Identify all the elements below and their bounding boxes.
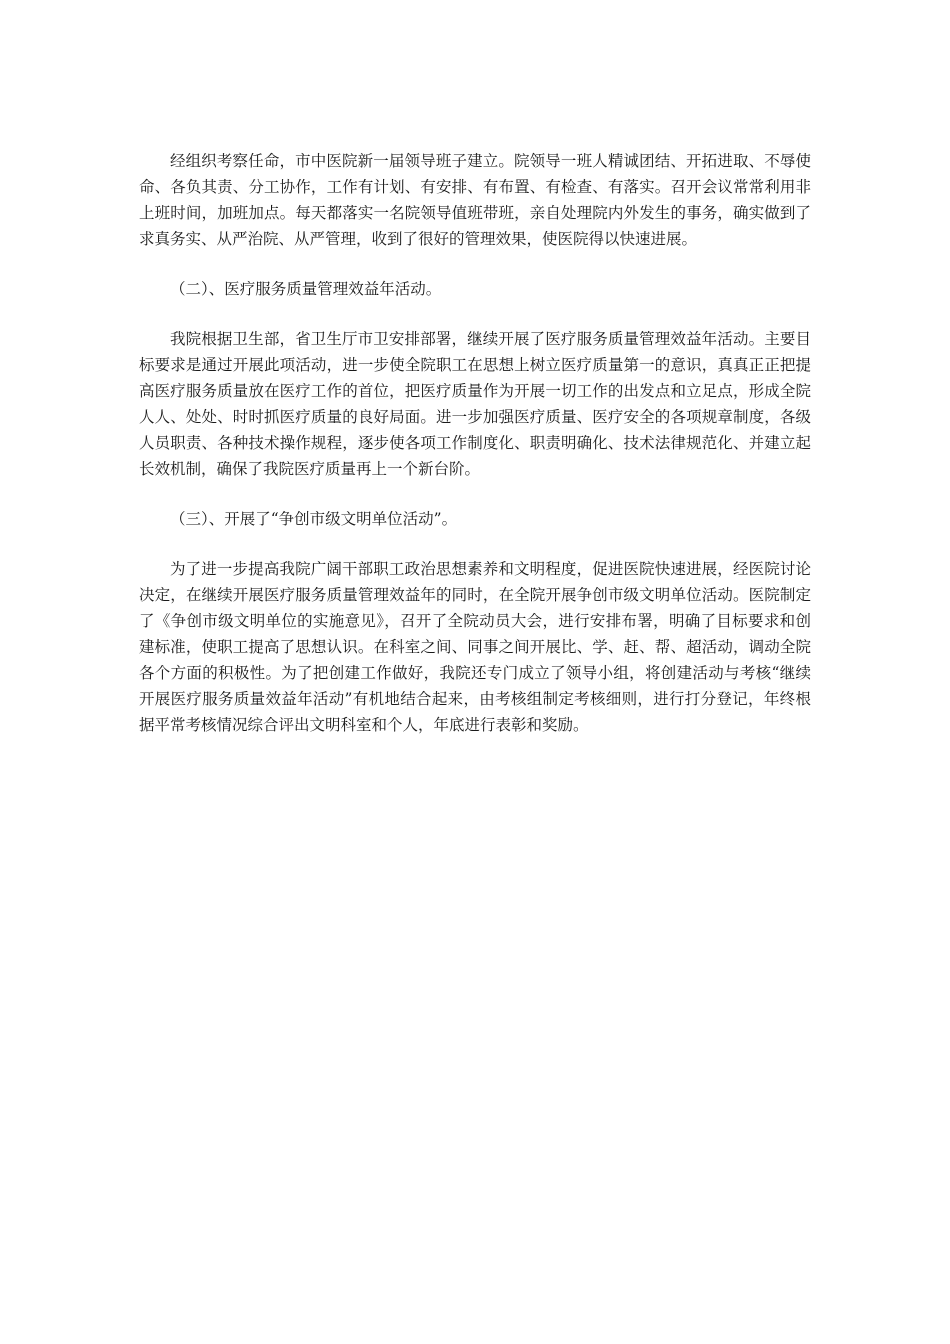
section-heading-2: （二）、医疗服务质量管理效益年活动。: [170, 280, 442, 298]
paragraph-leadership: 经组织考察任命，市中医院新一届领导班子建立。院领导一班人精诚团结、开拓进取、不辱使命、各负其责、分工协作，工作有计划、有安排、有布置、有检查、有落实。召开会议常常利用非上班时间，加班加点。每天都落实一名院领导值班带班，亲自处理院内外发生的事务，确实做到了求真务实、从严治院、从严管理，收到了很好的管理效果，使医院得以快速进展。: [139, 152, 811, 248]
paragraph-civilized-unit: 为了进一步提高我院广阔干部职工政治思想素养和文明程度，促进医院快速进展，经医院讨论决定，在继续开展医疗服务质量管理效益年的同时，在全院开展争创市级文明单位活动。医院制定了《争创市级文明单位的实施意见》，召开了全院动员大会，进行安排布署，明确了目标要求和创建标准，使职工提高了思想认识。在科室之间、同事之间开展比、学、赶、帮、超活动，调动全院各个方面的积极性。为了把创建工作做好，我院还专门成立了领导小组，将创建活动与考核“继续开展医疗服务质量效益年活动”有机地结合起来，由考核组制定考核细则，进行打分登记，年终根据平常考核情况综合评出文明科室和个人，年底进行表彰和奖励。: [139, 560, 811, 734]
document-page: [139, 148, 811, 762]
section-heading-3: （三）、开展了“争创市级文明单位活动”。: [170, 510, 458, 528]
paragraph-quality-management: 我院根据卫生部，省卫生厅市卫安排部署，继续开展了医疗服务质量管理效益年活动。主要目标要求是通过开展此项活动，进一步使全院职工在思想上树立医疗质量第一的意识，真真正正把提高医疗服务质量放在医疗工作的首位，把医疗质量作为开展一切工作的出发点和立足点，形成全院人人、处处、时时抓医疗质量的良好局面。进一步加强医疗质量、医疗安全的各项规章制度，各级人员职责、各种技术操作规程，逐步使各项工作制度化、职责明确化、技术法律规范化、并建立起长效机制，确保了我院医疗质量再上一个新台阶。: [139, 330, 811, 478]
